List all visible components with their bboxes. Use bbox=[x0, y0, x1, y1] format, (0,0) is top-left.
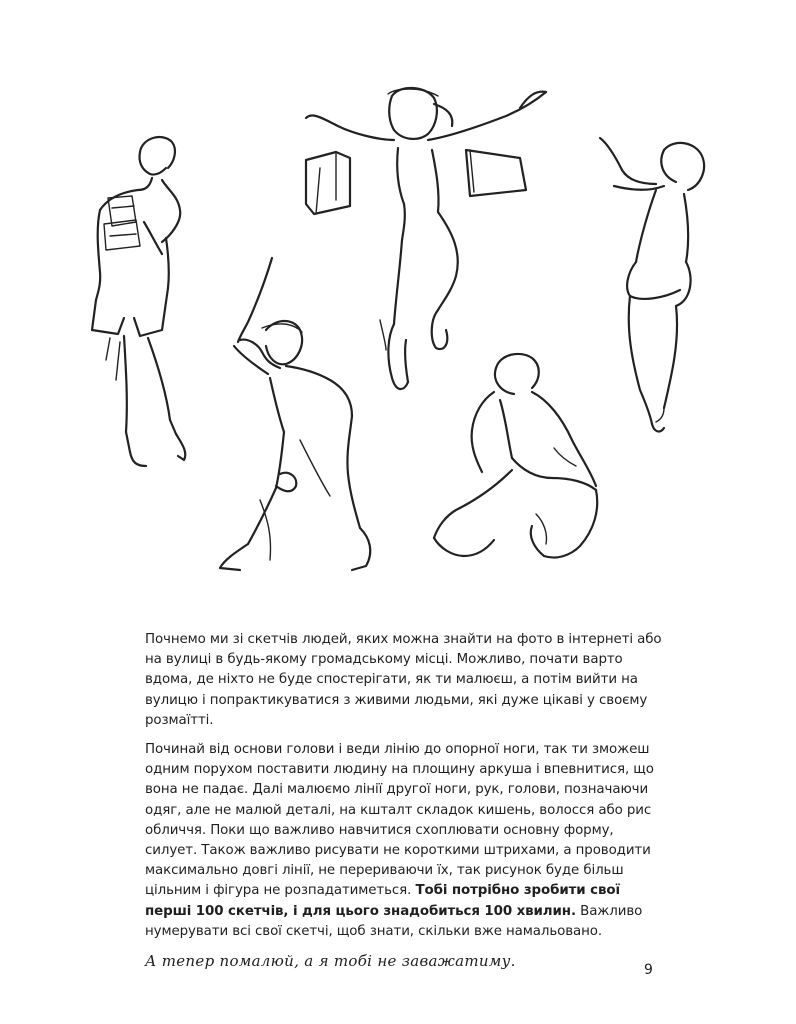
paragraph-instructions-emphasis: Тобі потрібно зробити свої перші 100 скетчів, і для цього знадобиться 100 хвилин. bbox=[145, 883, 620, 919]
sketch-jumping-person-with-boxes bbox=[306, 88, 546, 389]
paragraph-instructions bbox=[145, 740, 665, 942]
paragraph-instructions-text: Починай від основи голови і веди лінію до опорної ноги, так ти зможеш одним порухом поставити людину на площину аркуша і впевнитися, що вона не падає. Далі малюємо лінії другої ноги, рук, голови, позначаючи одяг, але не малюй деталі, на кшталт складок кишень, волосся або рис обличчя. Поки що важливо навчитися схоплювати основну форму, силует. Також важливо рисувати не короткими штрихами, а проводити максимально довгі лінії, не перериваючи їх, так рисунок буде більш цільним і фігура не розпадатиметься. bbox=[145, 742, 654, 899]
sketch-person-holding-books bbox=[92, 137, 185, 466]
closing-line: А тепер помалюй, а я тобі не заважатиму. bbox=[145, 952, 516, 971]
paragraph-instructions-tail: Важливо нумерувати всі свої скетчі, щоб знати, скільки вже намальовано. bbox=[145, 903, 643, 939]
sketch-kneeling-person bbox=[434, 354, 597, 558]
page-number: 9 bbox=[644, 962, 653, 978]
main-text bbox=[145, 630, 665, 980]
sketch-baseball-batter bbox=[220, 258, 370, 570]
paragraph-intro: Почнемо ми зі скетчів людей, яких можна знайти на фото в інтернеті або на вулиці в будь-якому громадському місці. Можливо, почати варто вдома, де ніхто не буде спостерігати, як ти малюєш, а потім вийти на вулицю і попрактикуватися з живими людьми, які дуже цікаві у своєму розмаїтті. bbox=[145, 632, 662, 728]
sketch-dancer bbox=[600, 138, 704, 431]
